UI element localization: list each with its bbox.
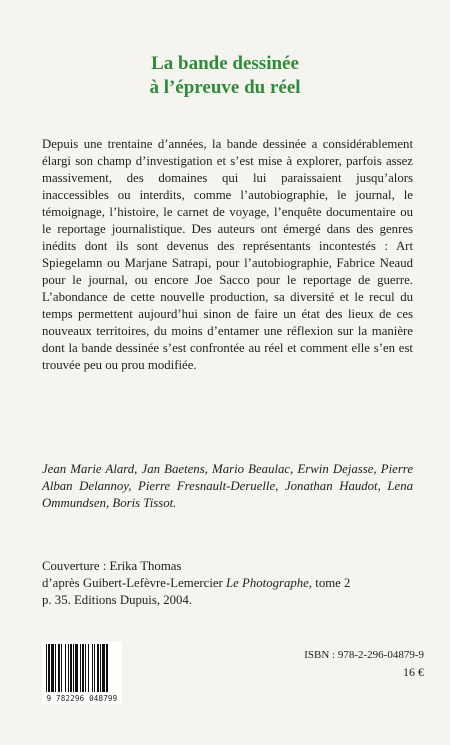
barcode-bars: [46, 644, 118, 692]
barcode-bar: [106, 644, 108, 692]
barcode-bar: [70, 644, 72, 692]
barcode-bar: [65, 644, 66, 692]
barcode-bar: [75, 644, 78, 692]
barcode: [42, 642, 122, 704]
barcode-bar: [51, 644, 54, 692]
back-cover-blurb: Depuis une trentaine d’années, la bande dessinée a considérablement élargi son champ d’investigation et s’est mise à explorer, parfois assez massivement, des domaines qui lui paraissaient jusqu’alors inaccessibles ou interdits, comme l’autobiographie, le journal, le témoignage, l’histoire, le carnet de voyage, l’enquête documentaire ou le reportage journalistique. Des auteurs ont émergé dans des genres inédits dont ils sont devenus des représentants incontestés : Art Spiegelamn ou Marjane Satrapi, pour l’autobiographie, Fabrice Neaud pour le journal, ou encore Joe Sacco pour le reportage de guerre. L’abondance de cette nouvelle production, sa diversité et le recul du temps permettent aujourd’hui sinon de faire un état des lieux de ces nouveaux territoires, du moins d’entamer une réflexion sur la manière dont la bande dessinée s’est confrontée au réel et comment elle s’en est trouvée peu ou prou modifiée.: [42, 137, 413, 372]
barcode-bar: [80, 644, 81, 692]
barcode-number: 9 782296 048799: [46, 694, 118, 703]
barcode-bar: [58, 644, 60, 692]
credits-work-title: Le Photographe: [226, 576, 309, 590]
title-line-1: La bande dessinée: [151, 53, 299, 74]
barcode-bar: [82, 644, 84, 692]
isbn: ISBN : 978-2-296-04879-9: [304, 649, 424, 661]
cover-credits: [42, 558, 422, 609]
barcode-bar: [61, 644, 62, 692]
barcode-bar: [46, 644, 47, 692]
barcode-bar: [97, 644, 99, 692]
barcode-bar: [102, 644, 105, 692]
price: 16 €: [403, 665, 424, 679]
credits-line-2: [42, 575, 422, 592]
credits-line-1: Couverture : Erika Thomas: [42, 559, 182, 573]
credits-line-3: p. 35. Editions Dupuis, 2004.: [42, 593, 193, 607]
barcode-bar: [92, 644, 93, 692]
title-line-2: à l’épreuve du réel: [149, 77, 301, 98]
barcode-bar: [88, 644, 89, 692]
book-title: [0, 52, 450, 100]
credits-line-2-suffix: , tome 2: [308, 576, 351, 590]
barcode-bar: [85, 644, 86, 692]
barcode-bar: [100, 644, 101, 692]
barcode-bar: [73, 644, 74, 692]
barcode-bar: [48, 644, 50, 692]
barcode-bar: [94, 644, 95, 692]
author-list: Jean Marie Alard, Jan Baetens, Mario Beaulac, Erwin Dejasse, Pierre Alban Delannoy, Pierre Fresnault-Deruelle, Jonathan Haudot, Lena Ommundsen, Boris Tissot.: [42, 462, 413, 510]
barcode-bar: [55, 644, 56, 692]
barcode-bar: [68, 644, 69, 692]
credits-line-2-prefix: d’après Guibert-Lefèvre-Lemercier: [42, 576, 227, 590]
